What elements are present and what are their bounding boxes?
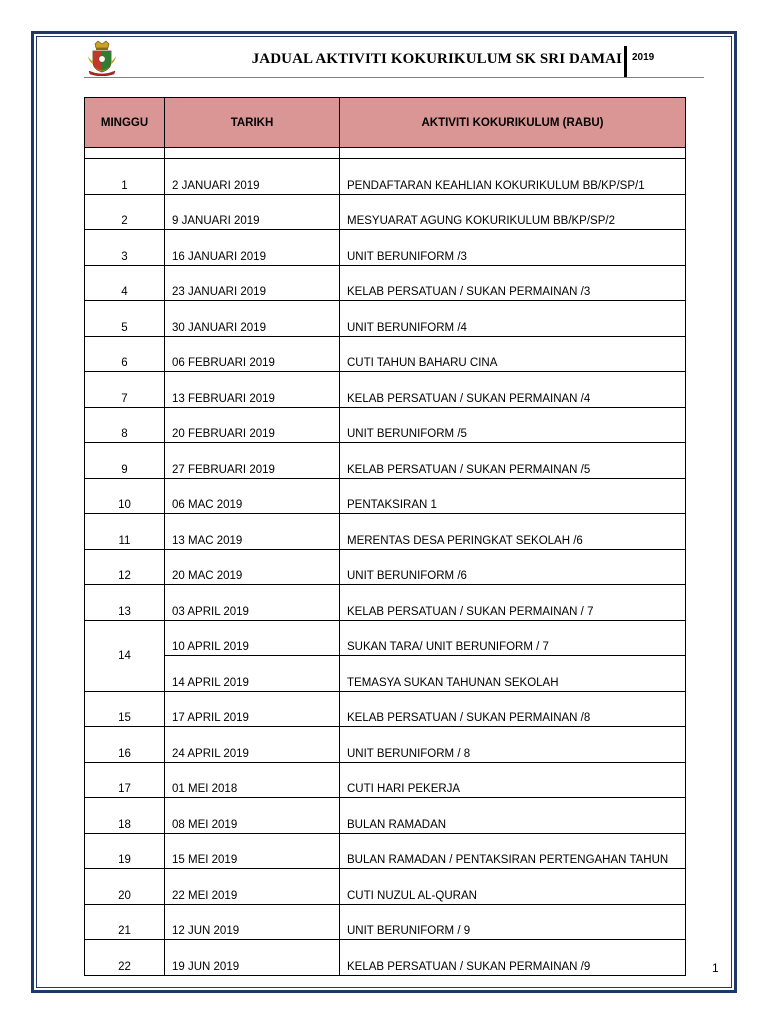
activity-cell: CUTI HARI PEKERJA: [340, 762, 686, 798]
date-cell: 14 APRIL 2019: [165, 656, 340, 692]
date-cell: 22 MEI 2019: [165, 869, 340, 905]
date-cell: 20 MAC 2019: [165, 549, 340, 585]
table-row: [85, 230, 686, 266]
activity-cell: KELAB PERSATUAN / SUKAN PERMAINAN /5: [340, 443, 686, 479]
date-cell: 15 MEI 2019: [165, 833, 340, 869]
activity-cell: BULAN RAMADAN / PENTAKSIRAN PERTENGAHAN TAHUN: [340, 833, 686, 869]
table-row: [85, 265, 686, 301]
school-crest-icon: [86, 40, 118, 76]
date-cell: 19 JUN 2019: [165, 940, 340, 976]
activity-cell: TEMASYA SUKAN TAHUNAN SEKOLAH: [340, 656, 686, 692]
activity-cell: UNIT BERUNIFORM /6: [340, 549, 686, 585]
table-row: [85, 727, 686, 763]
table-row: [85, 691, 686, 727]
date-cell: 13 MAC 2019: [165, 514, 340, 550]
table-row: [85, 833, 686, 869]
date-cell: 06 MAC 2019: [165, 478, 340, 514]
week-cell: 20: [85, 869, 165, 905]
activity-cell: KELAB PERSATUAN / SUKAN PERMAINAN /9: [340, 940, 686, 976]
activity-cell: UNIT BERUNIFORM / 8: [340, 727, 686, 763]
week-cell: 15: [85, 691, 165, 727]
table-row: [85, 159, 686, 195]
document-year: 2019: [632, 52, 655, 63]
week-cell: 19: [85, 833, 165, 869]
week-cell: 7: [85, 372, 165, 408]
activity-cell: MERENTAS DESA PERINGKAT SEKOLAH /6: [340, 514, 686, 550]
activity-cell: UNIT BERUNIFORM /5: [340, 407, 686, 443]
table-row: [85, 443, 686, 479]
week-cell: 13: [85, 585, 165, 621]
date-cell: 24 APRIL 2019: [165, 727, 340, 763]
date-cell: 01 MEI 2018: [165, 762, 340, 798]
date-cell: 13 FEBRUARI 2019: [165, 372, 340, 408]
week-cell: 8: [85, 407, 165, 443]
week-cell: 11: [85, 514, 165, 550]
week-cell: 14: [85, 620, 165, 691]
date-cell: 2 JANUARI 2019: [165, 159, 340, 195]
activity-cell: SUKAN TARA/ UNIT BERUNIFORM / 7: [340, 620, 686, 656]
table-row: [85, 336, 686, 372]
activity-cell: BULAN RAMADAN: [340, 798, 686, 834]
column-header-activity: AKTIVITI KOKURIKULUM (RABU): [340, 98, 686, 148]
week-cell: 2: [85, 194, 165, 230]
column-header-date: TARIKH: [165, 98, 340, 148]
week-cell: 22: [85, 940, 165, 976]
week-cell: 17: [85, 762, 165, 798]
table-row: [85, 798, 686, 834]
date-cell: 06 FEBRUARI 2019: [165, 336, 340, 372]
page-number: 1: [712, 961, 719, 975]
date-cell: 23 JANUARI 2019: [165, 265, 340, 301]
week-cell: 4: [85, 265, 165, 301]
activity-cell: KELAB PERSATUAN / SUKAN PERMAINAN /3: [340, 265, 686, 301]
table-row: [85, 407, 686, 443]
activity-cell: KELAB PERSATUAN / SUKAN PERMAINAN /8: [340, 691, 686, 727]
table-header-row: [85, 98, 686, 148]
activity-cell: UNIT BERUNIFORM /3: [340, 230, 686, 266]
date-cell: 20 FEBRUARI 2019: [165, 407, 340, 443]
week-cell: 18: [85, 798, 165, 834]
activity-cell: KELAB PERSATUAN / SUKAN PERMAINAN / 7: [340, 585, 686, 621]
table-row: [85, 194, 686, 230]
table-row: [85, 372, 686, 408]
activity-cell: PENTAKSIRAN 1: [340, 478, 686, 514]
activity-cell: UNIT BERUNIFORM / 9: [340, 904, 686, 940]
year-separator: [624, 46, 627, 77]
date-cell: 12 JUN 2019: [165, 904, 340, 940]
table-row: [85, 940, 686, 976]
week-cell: 10: [85, 478, 165, 514]
table-row: [85, 478, 686, 514]
week-cell: 21: [85, 904, 165, 940]
table-row: [85, 869, 686, 905]
week-cell: 6: [85, 336, 165, 372]
date-cell: 08 MEI 2019: [165, 798, 340, 834]
document-title: JADUAL AKTIVITI KOKURIKULUM SK SRI DAMAI: [251, 51, 622, 67]
table-row: [85, 904, 686, 940]
date-cell: 16 JANUARI 2019: [165, 230, 340, 266]
table-row: [85, 301, 686, 337]
schedule-table: [84, 97, 686, 976]
header-rule: [84, 77, 704, 78]
table-row: [85, 762, 686, 798]
week-cell: 3: [85, 230, 165, 266]
date-cell: 30 JANUARI 2019: [165, 301, 340, 337]
week-cell: 9: [85, 443, 165, 479]
activity-cell: CUTI NUZUL AL-QURAN: [340, 869, 686, 905]
activity-cell: KELAB PERSATUAN / SUKAN PERMAINAN /4: [340, 372, 686, 408]
activity-cell: UNIT BERUNIFORM /4: [340, 301, 686, 337]
week-cell: 1: [85, 159, 165, 195]
week-cell: 5: [85, 301, 165, 337]
activity-cell: PENDAFTARAN KEAHLIAN KOKURIKULUM BB/KP/SP/1: [340, 159, 686, 195]
table-row: [85, 549, 686, 585]
week-cell: 16: [85, 727, 165, 763]
date-cell: 03 APRIL 2019: [165, 585, 340, 621]
date-cell: 27 FEBRUARI 2019: [165, 443, 340, 479]
table-row: [85, 656, 686, 692]
activity-cell: MESYUARAT AGUNG KOKURIKULUM BB/KP/SP/2: [340, 194, 686, 230]
date-cell: 10 APRIL 2019: [165, 620, 340, 656]
week-cell: 12: [85, 549, 165, 585]
date-cell: 17 APRIL 2019: [165, 691, 340, 727]
date-cell: 9 JANUARI 2019: [165, 194, 340, 230]
table-row: [85, 514, 686, 550]
activity-cell: CUTI TAHUN BAHARU CINA: [340, 336, 686, 372]
table-row: [85, 620, 686, 656]
table-row: [85, 585, 686, 621]
column-header-week: MINGGU: [85, 98, 165, 148]
table-spacer-row: [85, 148, 686, 159]
